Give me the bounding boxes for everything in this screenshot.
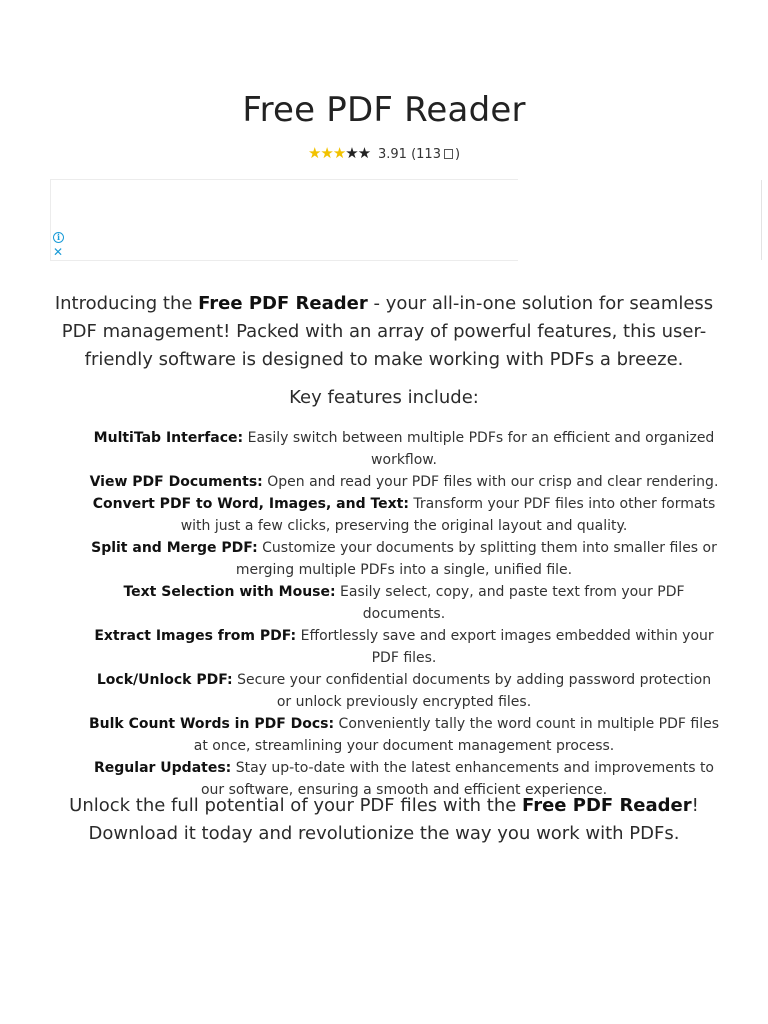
close-icon[interactable]: ✕: [53, 245, 64, 259]
feature-item: [88, 537, 720, 581]
intro-paragraph: [50, 290, 718, 374]
closing-product-name: Free PDF Reader: [522, 795, 692, 816]
feature-item: [88, 713, 720, 757]
rating-value: 3.91: [377, 147, 407, 162]
feature-name: View PDF Documents:: [89, 474, 263, 490]
rating-count: (113 ): [411, 147, 461, 162]
ad-banner[interactable]: [50, 179, 518, 261]
ad-banner-edge: [517, 180, 762, 260]
feature-name: Bulk Count Words in PDF Docs:: [88, 716, 335, 732]
feature-description: Secure your confidential documents by adding password protection or unlock previously encrypted files.: [232, 672, 712, 710]
info-icon[interactable]: i: [53, 232, 64, 243]
feature-name: Extract Images from PDF:: [94, 628, 297, 644]
intro-text-end: - your all-in-one solution for seamless PDF management! Packed with an array of powerful features, this user-friendly software is designed to make working with PDFs a breeze.: [61, 293, 714, 370]
feature-description: Easily switch between multiple PDFs for an efficient and organized workflow.: [243, 430, 715, 468]
feature-item: [88, 669, 720, 713]
star-icon[interactable]: ★: [345, 144, 358, 162]
closing-paragraph: [60, 792, 708, 848]
rating-count-number: 113: [416, 147, 441, 162]
page-title: Free PDF Reader: [242, 90, 526, 130]
feature-item: [88, 581, 720, 625]
closing-text-end: ! Download it today and revolutionize the way you work with PDFs.: [88, 795, 699, 844]
votes-icon: [444, 149, 453, 159]
feature-name: MultiTab Interface:: [93, 430, 244, 446]
star-icon[interactable]: ★: [357, 144, 371, 162]
feature-description: Effortlessly save and export images embedded within your PDF files.: [296, 628, 714, 666]
star-icon[interactable]: ★: [332, 144, 346, 162]
feature-name: Split and Merge PDF:: [91, 540, 258, 556]
rating: [0, 144, 768, 162]
feature-name: Convert PDF to Word, Images, and Text:: [92, 496, 409, 512]
feature-name: Text Selection with Mouse:: [123, 584, 336, 600]
feature-description: Easily select, copy, and paste text from your PDF documents.: [335, 584, 685, 622]
feature-item: [88, 625, 720, 669]
feature-description: Stay up-to-date with the latest enhancements and improvements to our software, ensuring a smooth and efficient experience.: [200, 760, 714, 798]
star-icon[interactable]: ★: [307, 144, 321, 162]
star-icon[interactable]: ★: [320, 144, 333, 162]
feature-description: Conveniently tally the word count in multiple PDF files at once, streamlining your document management process.: [193, 716, 720, 754]
feature-description: Transform your PDF files into other formats with just a few clicks, preserving the original layout and quality.: [180, 496, 716, 534]
feature-name: Regular Updates:: [94, 760, 232, 776]
feature-item: [88, 427, 720, 471]
rating-stars[interactable]: [308, 144, 374, 162]
intro-product-name: Free PDF Reader: [198, 293, 368, 314]
intro-text-start: Introducing the: [54, 293, 199, 314]
closing-text-start: Unlock the full potential of your PDF files with the: [69, 795, 523, 816]
feature-name: Lock/Unlock PDF:: [96, 672, 233, 688]
key-features-heading: Key features include:: [289, 387, 479, 408]
feature-item: [88, 471, 720, 493]
feature-description: Open and read your PDF files with our crisp and clear rendering.: [262, 474, 719, 490]
feature-description: Customize your documents by splitting them into smaller files or merging multiple PDFs into a single, unified file.: [235, 540, 717, 578]
features-list: [88, 427, 720, 801]
feature-item: [88, 493, 720, 537]
